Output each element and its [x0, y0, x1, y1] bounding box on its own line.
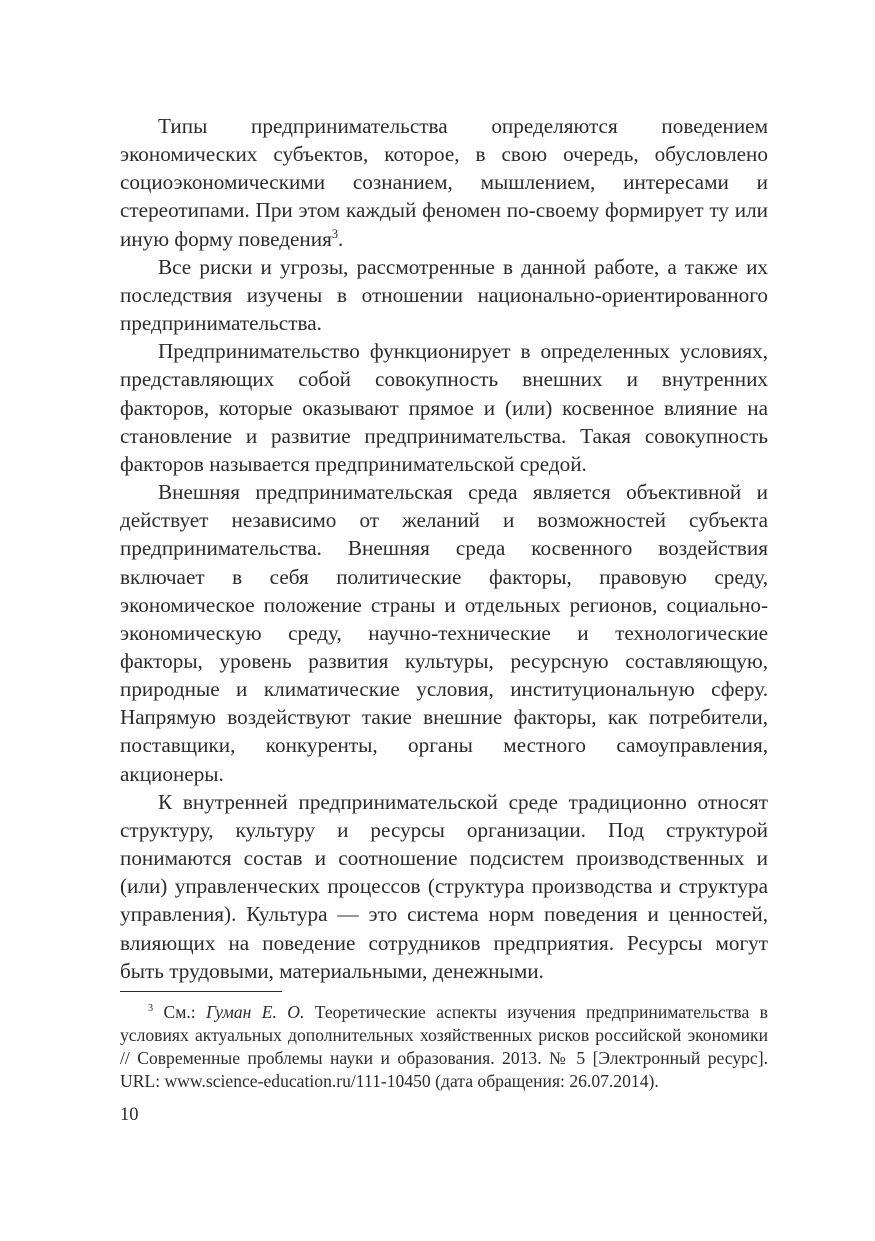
page-number: 10: [120, 1105, 139, 1125]
main-text: [120, 112, 768, 985]
paragraph-text-end: .: [337, 226, 344, 251]
paragraph: Внешняя предпринимательская среда является объективной и действует независимо от желаний и возможностей субъекта предпринимательства. Внешняя среда косвенного воздействия включает в себя политические факторы, правовую среду, экономическое положение страны и отдельных регионов, социально-экономическую среду, научно-технические и технологические факторы, уровень развития культуры, ресурсную составляющую, природные и климатические условия, институциональную сферу. Напрямую воздействуют такие внешние факторы, как потребители, поставщики, конкуренты, органы местного самоуправления, акционеры.: [120, 480, 768, 786]
footnote-prefix: См.:: [153, 1002, 207, 1022]
footnote-reference[interactable]: 3: [331, 226, 338, 241]
paragraph: Все риски и угрозы, рассмотренные в данной работе, а также их последствия изучены в отношении национально-ориентированного предпринимательства.: [120, 254, 768, 336]
footnote-separator: [120, 991, 282, 992]
footnote-marker: 3: [148, 1003, 154, 1015]
paragraph-text: Типы предпринимательства определяются поведением экономических субъектов, которое, в свою очередь, обусловлено социоэкономическими сознанием, мышлением, интересами и стереотипами. При этом каждый феномен по-своему формирует ту или иную форму поведения: [120, 114, 768, 251]
paragraph: [120, 112, 768, 253]
paragraph: Предпринимательство функционирует в определенных условиях, представляющих собой совокупность внешних и внутренних факторов, которые оказывают прямое и (или) косвенное влияние на становление и развитие предпринимательства. Такая совокупность факторов называется предпринимательской средой.: [120, 339, 768, 476]
paragraph: К внутренней предпринимательской среде традиционно относят структуру, культуру и ресурсы организации. Под структурой понимаются состав и соотношение подсистем производственных и (или) управленческих процессов (структура производства и структура управления). Культура — это система норм поведения и ценностей, влияющих на поведение сотрудников предприятия. Ресурсы могут быть трудовыми, материальными, денежными.: [120, 789, 768, 983]
footnote: [120, 1001, 768, 1093]
footnote-text: Теоретические аспекты изучения предпринимательства в условиях актуальных дополнительных хозяйственных рисков российской экономики // Современные проблемы науки и образования. 2013. № 5 [Электронный ресурс]. URL: www.science-education.ru/111-10450 (дата обращения: 26.07.2014).: [120, 1002, 768, 1091]
footnote-author: Гуман Е. О.: [206, 1002, 305, 1022]
